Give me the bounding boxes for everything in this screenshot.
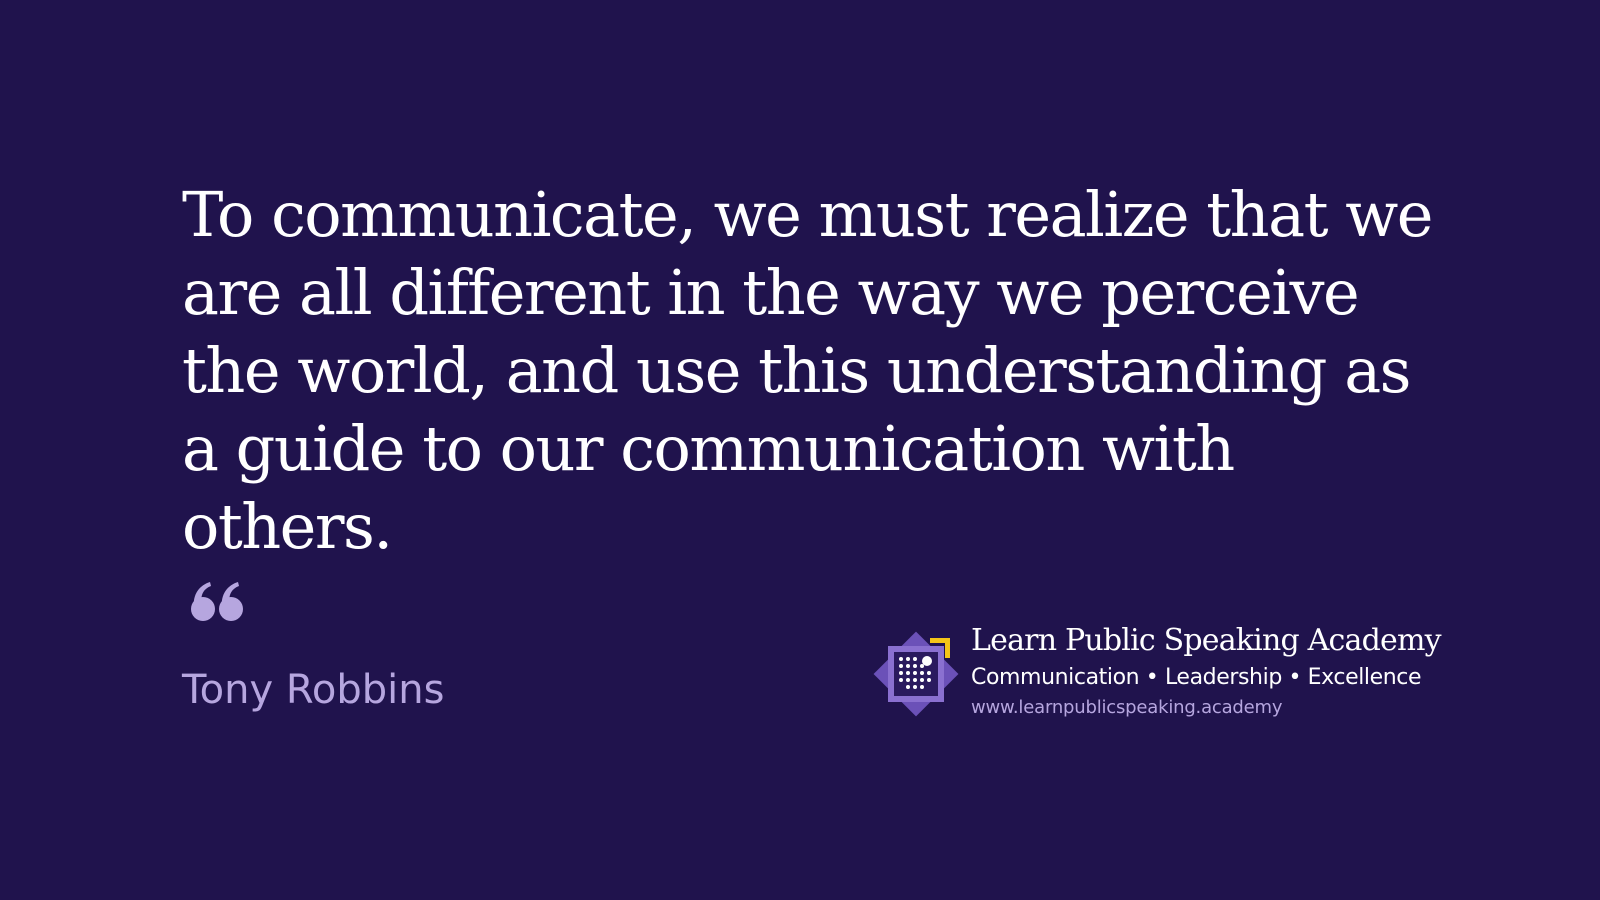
quote-author: Tony Robbins	[182, 667, 445, 713]
brand-tagline: Communication • Leadership • Excellence	[971, 665, 1422, 690]
brand-block	[872, 622, 1441, 722]
academy-logo-icon	[872, 630, 960, 718]
quotation-mark-icon	[188, 576, 246, 646]
brand-name: Learn Public Speaking Academy	[971, 623, 1441, 658]
brand-url: www.learnpublicspeaking.academy	[971, 697, 1283, 718]
quote-text: To communicate, we must realize that we are all different in the way we perceive the world, and use this understanding as a guide to our communication with others.	[182, 178, 1432, 563]
